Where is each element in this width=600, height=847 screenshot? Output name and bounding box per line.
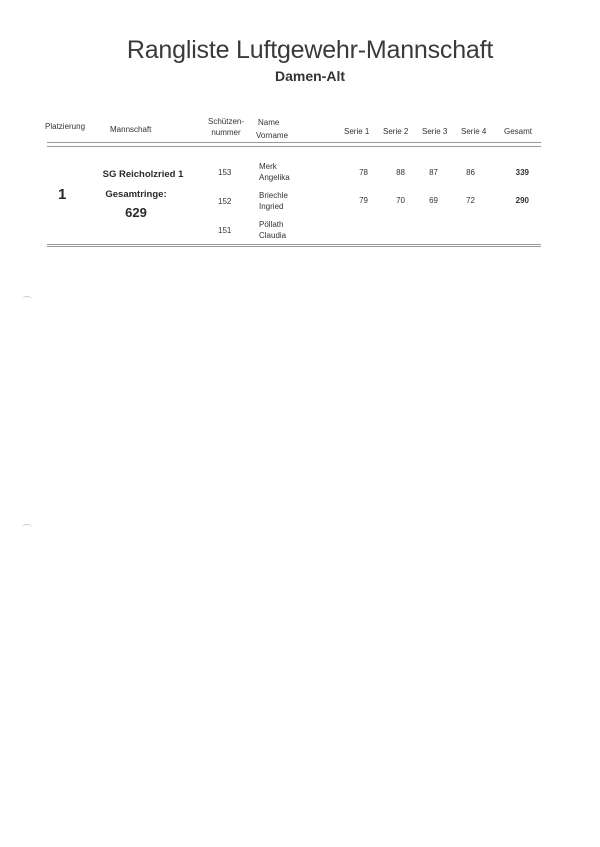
shooter-surname: Merk [259, 162, 277, 171]
shooter-series-3: 69 [429, 196, 438, 205]
header-series-3: Serie 3 [422, 127, 448, 136]
header-shooter-number [198, 116, 254, 138]
header-series-1: Serie 1 [344, 127, 370, 136]
shooter-total: 290 [515, 196, 529, 205]
header-name: Name [258, 118, 280, 127]
scan-mark [22, 296, 32, 303]
header-shooter-number-line2: nummer [211, 128, 241, 137]
header-total: Gesamt [504, 127, 533, 136]
shooter-first-name: Ingried [259, 202, 284, 211]
team-placement: 1 [58, 186, 67, 203]
header-placement: Platzierung [45, 122, 86, 131]
team-rule-bottom [47, 246, 541, 247]
header-first-name: Vorname [256, 131, 289, 140]
team-total-value: 629 [125, 205, 147, 220]
page-subtitle: Damen-Alt [274, 68, 345, 84]
team-rule-top [47, 244, 541, 245]
shooter-surname: Briechle [259, 191, 288, 200]
shooter-series-2: 70 [396, 196, 405, 205]
header-series-2: Serie 2 [383, 127, 409, 136]
team-total-label: Gesamtringe: [105, 189, 167, 200]
header-rule-bottom [47, 146, 541, 147]
shooter-series-4: 72 [466, 196, 475, 205]
shooter-number: 152 [218, 197, 232, 206]
shooter-total: 339 [515, 168, 529, 177]
header-rule-top [47, 142, 541, 143]
shooter-series-4: 86 [466, 168, 475, 177]
page-title: Rangliste Luftgewehr-Mannschaft [126, 36, 494, 64]
scan-mark [22, 524, 32, 531]
shooter-number: 151 [218, 226, 232, 235]
shooter-series-2: 88 [396, 168, 405, 177]
shooter-series-3: 87 [429, 168, 438, 177]
header-series-4: Serie 4 [461, 127, 487, 136]
shooter-series-1: 79 [359, 196, 368, 205]
header-team: Mannschaft [110, 125, 152, 134]
shooter-first-name: Claudia [259, 231, 287, 240]
shooter-number: 153 [218, 168, 232, 177]
shooter-surname: Pöllath [259, 220, 284, 229]
shooter-series-1: 78 [359, 168, 368, 177]
shooter-first-name: Angelika [259, 173, 290, 182]
header-shooter-number-line1: Schützen- [207, 117, 245, 126]
team-name: SG Reicholzried 1 [102, 169, 184, 180]
